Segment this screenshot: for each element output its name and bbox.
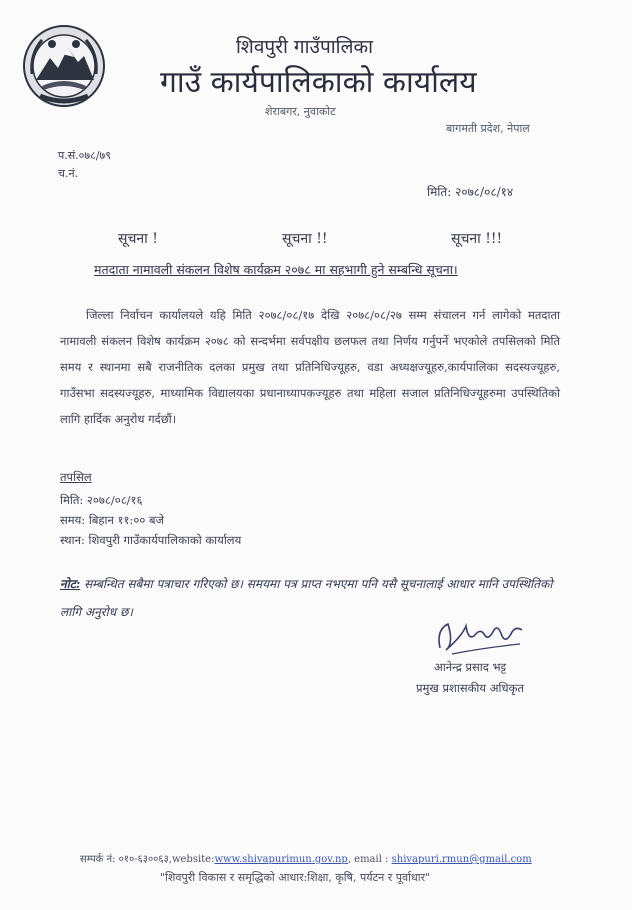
footer-slogan: "शिवपुरी विकास र समृद्धिको आधार:शिक्षा, कृषि, पर्यटन र पूर्वाधार" — [160, 871, 431, 884]
details-heading: तपसिल — [60, 470, 92, 484]
municipality-name: शिवपुरी गाउँपालिका — [236, 36, 373, 58]
notice-word-1: सूचना ! — [118, 231, 158, 247]
email-prefix: , email : — [347, 854, 392, 865]
nepal-government-emblem — [22, 24, 106, 108]
note-text: सम्बन्धित सबैमा पत्राचार गरिएको छ। समयमा पत्र प्राप्त नभएमा पनि यसै सूचनालाई आधार मानि उपस्थितिको लागि अनुरोध छ। — [60, 577, 553, 619]
notice-word-3: सूचना !!! — [451, 231, 503, 247]
reference-number: प.सं.०७८/७९ — [58, 149, 111, 162]
handwritten-signature — [432, 614, 532, 660]
dispatch-number: च.नं. — [58, 167, 79, 180]
email-link[interactable]: shivapuri.rmun@gmail.com — [391, 854, 532, 865]
signatory-name: आनेन्द्र प्रसाद भट्ट — [434, 660, 507, 674]
notice-body: जिल्ला निर्वाचन कार्यालयले यहि मिति २०७८/०८/१७ देखि २०७८/०८/२७ सम्म संचालन गर्न लागेको मतदाता नामावली संकलन विशेष कार्यक्रम २०७८ को सन्दर्भमा सर्वपक्षीय छलफल तथा निर्णय गर्नुपर्ने भएकोले तपसिलको मिति समय र स्थानमा सबै राजनीतिक दलका प्रमुख तथा प्रतिनिधिज्यूहरु, वडा अध्यक्षज्यूहरु,कार्यपालिका सदस्यज्यूहरु, गाउँसभा सदस्यज्यूहरु, माध्यामिक विद्यालयका प्रधानाध्यापकज्यूहरु तथा महिला सजाल प्रतिनिधिज्यूहरुमा उपस्थितिको लागि हार्दिक अनुरोध गर्दछौं। — [60, 308, 560, 426]
note-label: नोट: — [60, 577, 81, 591]
province-name: बागमती प्रदेश, नेपाल — [446, 122, 530, 135]
notice-word-2: सूचना !! — [282, 231, 328, 247]
website-link[interactable]: www.shivapurimun.gov.np — [214, 854, 348, 865]
footer-contact — [80, 851, 532, 865]
letter-date: मिति: २०७८/०८/१४ — [427, 185, 514, 199]
meeting-date: मिति: २०७८/०८/१६ — [60, 493, 143, 507]
office-address: शेराबगर, नुवाकोट — [265, 105, 336, 118]
notice-subject: मतदाता नामावली संकलन विशेष कार्यक्रम २०७८ मा सहभागी हुने सम्बन्धि सूचना। — [94, 262, 458, 277]
contact-prefix: सम्पर्क नं: ०१०-६३००६३,website: — [80, 854, 215, 865]
meeting-time: समय: बिहान ११:०० बजे — [60, 513, 165, 527]
meeting-place: स्थान: शिवपुरी गाउँकार्यपालिकाको कार्यालय — [60, 533, 242, 547]
office-name: गाउँ कार्यपालिकाको कार्यालय — [160, 65, 477, 100]
signatory-title: प्रमुख प्रशासकीय अधिकृत — [416, 681, 524, 695]
